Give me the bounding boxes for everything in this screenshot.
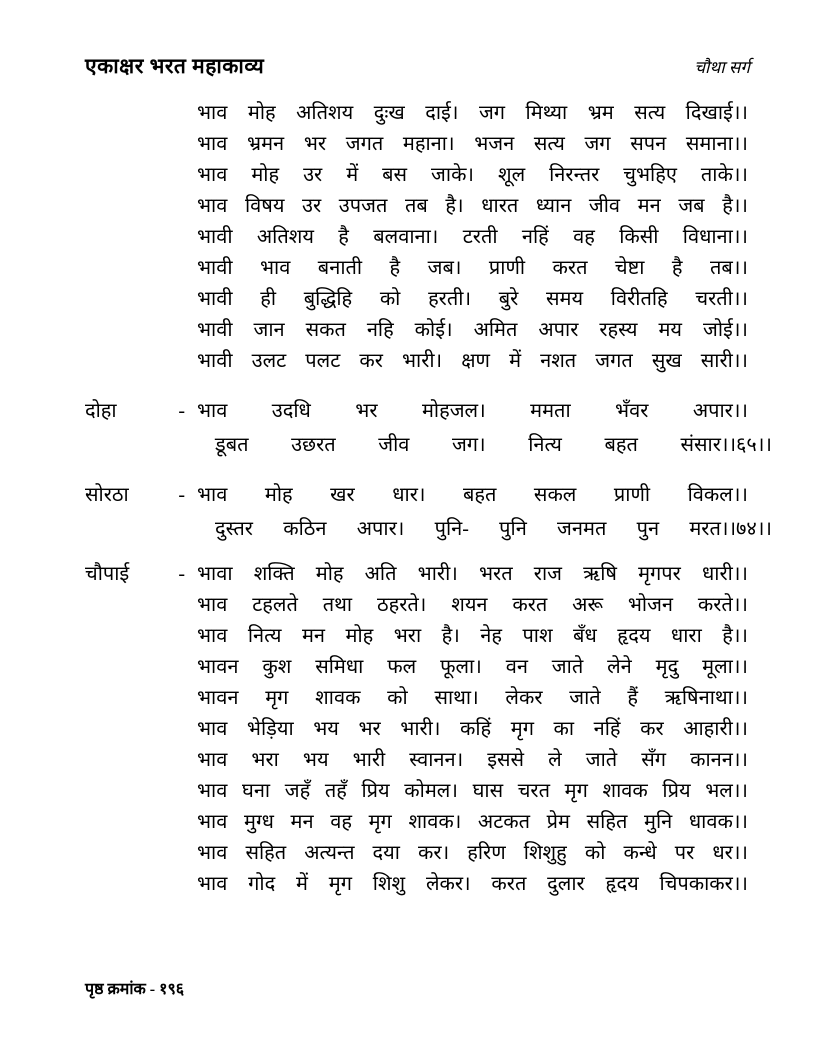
verse-column: [197, 394, 772, 462]
opening-verse-block: [197, 98, 748, 377]
verse-line: भावी जान सकत नहि कोई। अमित अपार रहस्य मय जोई।।: [197, 319, 748, 341]
verse-line: भाव गोद में मृग शिशु लेकर। करत दुलार हृदय चिपकाकर।।: [197, 873, 748, 895]
verse-line: भावी उलट पलट कर भारी। क्षण में नशत जगत सुख सारी।।: [197, 350, 748, 372]
verse-line: भाव मोह उर में बस जाके। शूल निरन्तर चुभहिए ताके।।: [197, 164, 748, 186]
section-sortha: [85, 478, 772, 546]
verse-line: दुस्तर कठिन अपार। पुनि- पुनि जनमत पुन मरत।।७४।।: [215, 518, 772, 540]
verse-line: भाव मोह अतिशय दुःख दाई। जग मिथ्या भ्रम सत्य दिखाई।।: [197, 102, 748, 124]
section-label-cell: [85, 478, 197, 512]
verse-column: [197, 478, 772, 546]
verse-line: भाव भ्रमन भर जगत महाना। भजन सत्य जग सपन समाना।।: [197, 133, 748, 155]
verse-line: डूबत उछरत जीव जग। नित्य बहत संसार।।६५।।: [215, 434, 772, 456]
verse-line: भाव मोह खर धार। बहत सकल प्राणी विकल।।: [197, 484, 748, 506]
verse-line: भाव मुग्ध मन वह मृग शावक। अटकत प्रेम सहित मुनि धावक।।: [197, 811, 748, 833]
verse-line: भाव सहित अत्यन्त दया कर। हरिण शिशुहु को कन्धे पर धर।।: [197, 842, 748, 864]
verse-line: भावन कुश समिधा फल फूला। वन जाते लेने मृदु मूला।।: [197, 656, 748, 678]
page-header: [85, 52, 750, 80]
book-title: एकाक्षर भरत महाकाव्य: [85, 54, 265, 78]
verse-column: [197, 559, 748, 900]
dash-separator: -: [178, 400, 185, 422]
verse-line: भावी ही बुद्धिहि को हरती। बुरे समय विरीतहि चरती।।: [197, 288, 748, 310]
verse-line: भाव विषय उर उपजत तब है। धारत ध्यान जीव मन जब है।।: [197, 195, 748, 217]
chapter-title: चौथा सर्ग: [694, 58, 750, 77]
dash-separator: -: [178, 484, 185, 506]
verse-line: भावा शक्ति मोह अति भारी। भरत राज ऋषि मृगपर धारी।।: [197, 563, 748, 585]
section-label-cell: [85, 394, 197, 428]
verse-line: भावी भाव बनाती है जब। प्राणी करत चेष्टा है तब।।: [197, 257, 748, 279]
section-label: चौपाई: [85, 563, 130, 585]
verse-line: भाव नित्य मन मोह भरा है। नेह पाश बँध हृदय धारा है।।: [197, 625, 748, 647]
verse-line: भावी अतिशय है बलवाना। टरती नहिं वह किसी विधाना।।: [197, 226, 748, 248]
verse-line: भाव उदधि भर मोहजल। ममता भँवर अपार।।: [197, 400, 748, 422]
verse-line: भावन मृग शावक को साथा। लेकर जाते हैं ऋषिनाथा।।: [197, 687, 748, 709]
verse-line: भाव भेड़िया भय भर भारी। कहिं मृग का नहिं कर आहारी।।: [197, 718, 748, 740]
section-doha: [85, 394, 772, 462]
section-label: सोरठा: [85, 484, 129, 506]
verse-line: भाव टहलते तथा ठहरते। शयन करत अरू भोजन करते।।: [197, 594, 748, 616]
verse-line: भाव भरा भय भारी स्वानन। इससे ले जाते सँग कानन।।: [197, 749, 748, 771]
page-footer: [85, 977, 184, 999]
verse-line: भाव घना जहँ तहँ प्रिय कोमल। घास चरत मृग शावक प्रिय भल।।: [197, 780, 748, 802]
section-label: दोहा: [85, 400, 117, 422]
page-number: पृष्ठ क्रमांक - १९६: [85, 981, 185, 998]
dash-separator: -: [178, 563, 185, 585]
section-chaupai: [85, 559, 748, 900]
section-label-cell: [85, 559, 197, 590]
